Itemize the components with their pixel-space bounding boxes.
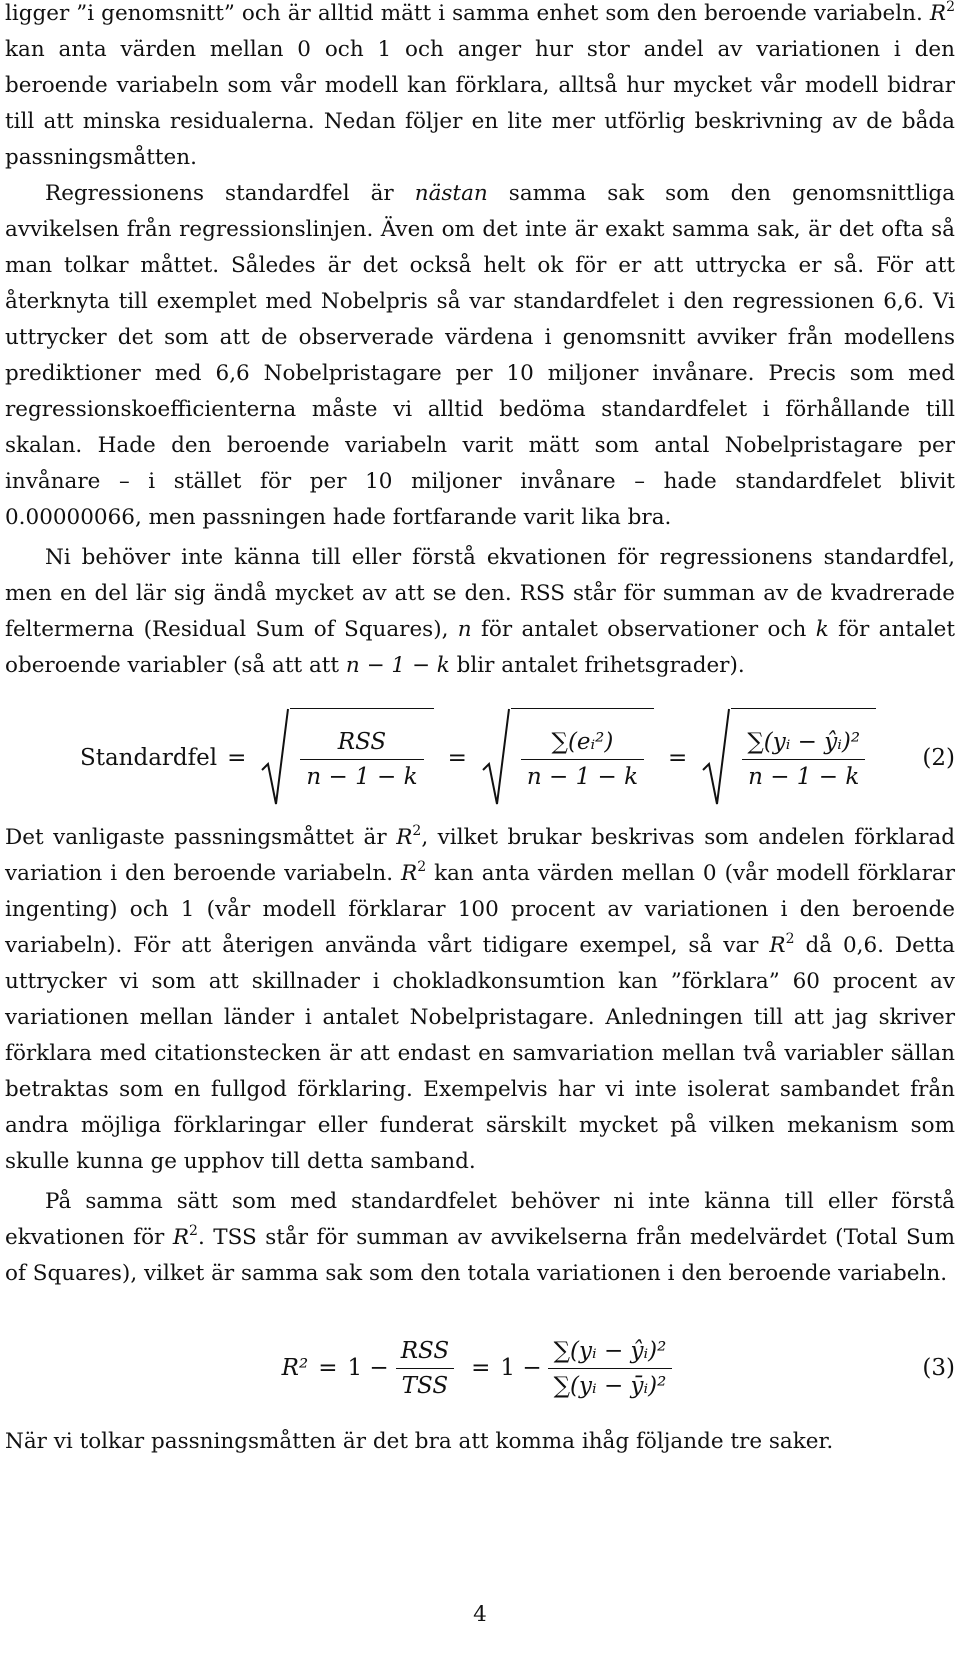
denominator: ∑(yᵢ − ȳᵢ)² — [548, 1368, 673, 1399]
exponent: 2 — [946, 0, 955, 15]
text: samma sak som den genomsnittliga avvikelsen från regressionslinjen. Även om det inte är exakt samma sak, är det ofta så man tolkar måttet. Således är det också helt ok för er att uttrycka er så. För att återknyta till exemplet med Nobelpris så var standardfelet i den regressionen 6,6. Vi uttrycker det som att de observerade värdena i genomsnitt avviker från modellens prediktioner med 6,6 Nobelpristagare per 10 miljoner invånare. Precis som med regressionskoefficienterna måste vi alltid bedöma standardfelet i förhållande till skalan. Hade den beroende variabeln varit mätt som antal Nobelpristagare per invånare – i stället för per 10 miljoner invånare – hade standardfelet blivit 0.00000066, men passningen hade fortfarande varit lika bra. — [5, 181, 955, 530]
exponent: 2 — [785, 931, 795, 947]
equals: = — [318, 1355, 338, 1381]
r-symbol: R — [396, 825, 413, 850]
eq-lhs: R² — [281, 1355, 309, 1381]
text: variabeln. — [813, 1, 930, 26]
text: blir antalet frihetsgrader). — [449, 653, 745, 678]
denominator: n − 1 − k — [521, 759, 644, 790]
r-symbol: R — [929, 1, 947, 26]
numerator: ∑(eᵢ²) — [551, 729, 614, 755]
text: När vi tolkar passningsmåtten är det bra att komma ihåg följande tre saker. — [5, 1429, 834, 1454]
emphasis: nästan — [414, 181, 488, 206]
var-k: k — [815, 617, 829, 642]
eq-lhs: Standardfel — [79, 745, 218, 771]
text: variationen i den beroende variabeln som vår modell kan förklara, alltså hur mycket vår modell bidrar till att minska residualerna. Nedan följer en lite mer utförlig beskrivning av de båda passningsmåtten. — [5, 37, 955, 170]
sqrt — [260, 708, 433, 808]
paragraph-6 — [5, 1424, 955, 1460]
equation-number: (2) — [922, 745, 955, 771]
paragraph-1 — [5, 0, 955, 176]
sqrt — [481, 708, 654, 808]
denominator: n − 1 − k — [300, 759, 423, 790]
text: På samma sätt som med standardfelet behöver ni inte känna till eller förstå ekvationen för — [5, 1189, 955, 1250]
numerator: RSS — [400, 1337, 450, 1364]
text: kan anta värden mellan 0 och 1 och anger hur stor andel av — [5, 37, 743, 62]
text: Regressionens standardfel är — [45, 181, 415, 206]
text: kan anta värden mellan 0 (vår modell förklarar ingenting) och 1 (vår modell förklarar 100 procent av variationen i den beroende variabeln). För att återigen använda vårt tidigare exempel, så var — [5, 861, 955, 958]
sqrt-icon — [260, 708, 290, 808]
exponent: 2 — [417, 859, 427, 875]
r-symbol: R — [769, 933, 786, 958]
text: Det vanligaste passningsmåttet är — [5, 825, 397, 850]
one-minus: 1 − — [500, 1355, 542, 1381]
equals: = — [471, 1355, 491, 1381]
expression: n − 1 − k — [345, 653, 450, 678]
exponent: 2 — [412, 823, 422, 839]
sqrt — [701, 708, 876, 808]
equation-2 — [5, 698, 955, 818]
equals: = — [227, 745, 247, 771]
r-symbol: R — [401, 861, 418, 886]
paragraph-4 — [5, 820, 955, 1180]
r-symbol: R — [172, 1225, 190, 1250]
paragraph-5 — [5, 1184, 955, 1292]
denominator: TSS — [396, 1368, 454, 1399]
numerator: ∑(yᵢ − ŷᵢ)² — [553, 1337, 667, 1364]
page-number: 4 — [473, 1602, 487, 1627]
text: . TSS står för summan av avvikelserna från medelvärdet (Total Sum of Squares), vilket är samma sak som den totala variationen i den beroende variabeln. — [5, 1225, 956, 1286]
paragraph-2 — [5, 176, 955, 536]
var-n: n — [457, 617, 472, 642]
sqrt-icon — [701, 708, 731, 808]
numerator: ∑(yᵢ − ŷᵢ)² — [747, 729, 861, 755]
paragraph-3 — [5, 540, 955, 684]
text: ligger ”i genomsnitt” och är alltid mätt i samma enhet som den beroende — [5, 1, 807, 26]
text: för antalet observationer och — [471, 617, 816, 642]
denominator: n − 1 − k — [742, 759, 865, 790]
equals: = — [668, 745, 688, 771]
exponent: 2 — [189, 1223, 198, 1239]
text: Ni behöver inte känna till eller förstå ekvationen för regressionens standardfel, men en del lär sig ändå mycket av att se den. RSS står för summan av de kvadrerade feltermerna (Residual Sum of Squares), — [5, 545, 955, 642]
equation-number: (3) — [922, 1355, 955, 1381]
sqrt-icon — [481, 708, 511, 808]
equation-3 — [5, 1312, 955, 1424]
page-body — [5, 0, 955, 1460]
text: då 0,6. Detta uttrycker vi som att skillnader i chokladkonsumtion kan ”förklara” 60 procent av variationen mellan länder i antalet Nobelpristagare. Anledningen till att jag skriver förklara med citationstecken är att endast en samvariation mellan två variabler sällan betraktas som en fullgod förklaring. Exempelvis har vi inte isolerat sambandet från andra möjliga förklaringar eller funderat särskilt mycket på vilken mekanism som skulle kunna ge upphov till detta samband. — [5, 933, 955, 1174]
text: , vilket brukar beskrivas som andelen förklarad variation i den beroende variabeln. — [5, 825, 955, 886]
equals: = — [447, 745, 467, 771]
numerator: RSS — [337, 729, 387, 755]
text: för antalet oberoende variabler (så att att — [5, 617, 955, 678]
one-minus: 1 − — [347, 1355, 389, 1381]
